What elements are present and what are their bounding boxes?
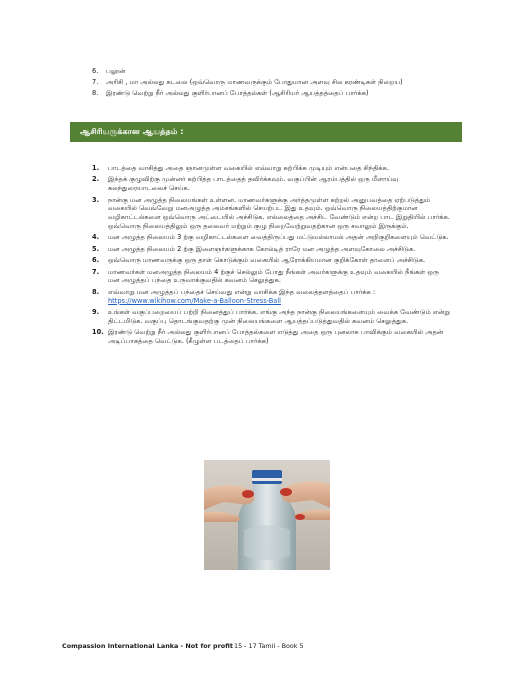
list-item <box>92 77 472 87</box>
list-text-body: எவ்வாறு மன அழுத்தப் பந்தைச் செய்வது என்று வாசிக்க இந்த வலைத்தளத்தைப் பார்க்க : <box>108 287 376 296</box>
list-text: இரண்டு வெற்று நீர் அல்லது குளிர்பானப் போத்தல்கள் (ஆசிரியர் ஆயத்தத்தைப் பார்க்க) <box>106 89 369 97</box>
list-item <box>92 308 452 326</box>
stress-ball-link[interactable]: https://www.wikihow.com/Make-a-Balloon-Stress-Ball <box>108 296 282 305</box>
list-text: இந்தக் குழுவிற்கு முன்னர் கற்பித்த பாடத்தைத் தவிர்க்கவும். வகுப்பின் ஆரம்பத்தில் ஒரு மீளாய்வு கலந்துரையாடலைச் செய்க. <box>108 175 399 193</box>
list-number: 10. <box>92 328 104 337</box>
bottle-cutting-illustration <box>204 460 330 570</box>
list-text: உங்கள் வகுப்பறையைப் பற்றி நினைத்துப் பார்க்க. எங்கு அந்த நான்கு நிலையங்களையும் வைக்க வேண்டும் என்று திட்டமிடுக. வகுப்பு தொடங்குவதற்கு முன் நிலையங்களை ஆயத்தப்படுத்துவதில் கவனம் செலுத்துக. <box>108 307 450 325</box>
list-text <box>108 288 452 306</box>
section-header <box>70 122 462 142</box>
list-item <box>92 233 452 242</box>
list-number: 3. <box>92 195 100 204</box>
list-number: 8. <box>92 89 99 97</box>
list-number: 6. <box>92 256 100 265</box>
list-text: மன அழுத்த நிலையம் 2 ற்கு இளைஞர்களுக்காக கோல்டித் ராரே மன அழுத்த அளவுகோலை அச்சிடுக. <box>108 244 416 253</box>
list-text: இரண்டு வெற்று நீர் அல்லது குளிர்பானப் போத்தல்களை எடுத்து அதை ஒரு புனலாக பாவிக்கும் வகையில் அதன் அடிப்பாகத்தை வெட்டுக. (கீழுள்ள படத்தைப் பார்க்க) <box>108 328 444 345</box>
list-item <box>92 164 452 173</box>
list-item <box>92 256 452 265</box>
list-text: அரிசி , மா அல்லது கடலை (ஒவ்வொரு மாணவருக்கும் போதுமான அளவு சில கரண்டிகள் நிறைய) <box>106 78 403 86</box>
list-text: மன அழுத்த நிலையம் 3 ற்கு வழிகாட்டல்களை வைத்திருப்பது மட்டுமல்லாமல் அதன் அறிகுறிகளையும் வெட்டுக. <box>108 233 449 242</box>
list-item <box>92 245 452 254</box>
list-item <box>92 328 452 346</box>
list-number: 1. <box>92 164 100 172</box>
list-text: நான்கு மன அழுத்த நிலையங்கள் உள்ளன. மாணவர்களுக்கு அர்த்தமுள்ள கற்றல் அனுபவத்தை ஏற்படுத்தும் வகையில் வெவ்வேறு மனஅழுத்த அம்சங்களில் செயற்பட இது உதவும். ஒவ்வொரு நிலையத்திற்குமான வழிகாட்டல்களை ஒவ்வொரு அட்டையில் அச்சிடுக. எல்லைத்தை அச்சிட வேண்டும் என்ற பாட இறுதியில் பார்க்க. ஒவ்வொரு நிலையத்திலும் ஒரு தலைவர் மற்றும் குழு நிறைவேற்றுவதற்கான ஒரு சவாலும் இருக்கும். <box>108 195 450 230</box>
footer-book-info: 15 - 17 Tamil - Book 5 <box>234 642 304 650</box>
list-number: 4. <box>92 233 100 242</box>
list-item <box>92 196 452 231</box>
list-number: 5. <box>92 244 100 253</box>
page-footer <box>62 640 482 652</box>
list-number: 9. <box>92 307 100 316</box>
list-text: பலூன் <box>106 67 126 75</box>
list-number: 7. <box>92 78 99 86</box>
list-item <box>92 288 452 306</box>
list-number: 8. <box>92 287 100 296</box>
list-number: 2. <box>92 175 100 184</box>
list-text: ஒவ்வொரு மாணவருக்கு ஒரு தாள் கொடுக்கும் வகையில் ஆரோக்கியமான குறிக்கோள் தாளைப் அச்சிடுக. <box>108 256 426 265</box>
list-item <box>92 88 472 98</box>
list-text: பாடத்தை வாசித்து அதை ஞானமுள்ள வகையில் எவ்வாறு கற்பிக்க முடியும் என்பதை சிந்திக்க. <box>108 164 389 172</box>
section-title: ஆசிரியருக்கான ஆயத்தம் : <box>80 126 184 136</box>
preparation-list <box>92 164 452 348</box>
materials-list <box>92 66 472 99</box>
list-number: 7. <box>92 267 100 276</box>
list-number: 6. <box>92 67 99 75</box>
list-item <box>92 175 452 193</box>
footer-organization: Compassion International Lanka - Not for profit <box>62 642 233 650</box>
list-item <box>92 268 452 286</box>
list-item <box>92 66 472 76</box>
list-text: மாணவர்கள் மனஅழுத்த நிலையம் 4 ற்குச் செல்லும் போது நீங்கள் அவர்களுக்கு உதவும் வகையில் நீங்கள் ஒரு மன அழுத்தப் பந்தை உருவாக்குவதில் கவனம் செலுத்துக. <box>108 267 439 285</box>
bottle-photo <box>204 460 330 570</box>
